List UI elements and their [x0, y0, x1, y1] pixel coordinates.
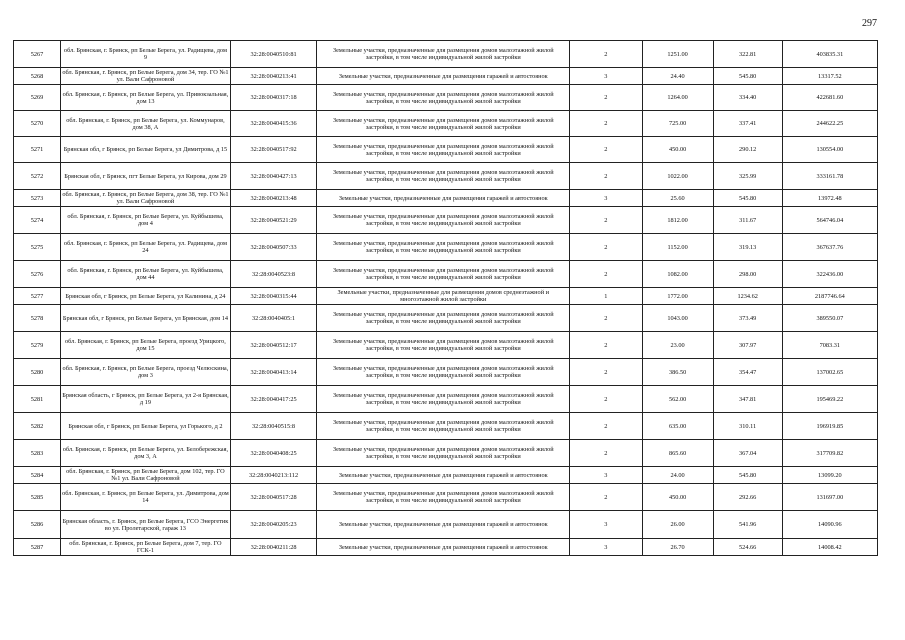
area-cell: 562.00: [642, 386, 713, 413]
area-cell: 1022.00: [642, 163, 713, 190]
table-row: [14, 511, 878, 539]
group-cell: 2: [570, 305, 642, 332]
land-use-cell: Земельные участки, предназначенные для размещения домов малоэтажной жилой застройки, в том числе индивидуальной жилой застройки: [317, 85, 570, 111]
group-cell: 2: [570, 386, 642, 413]
table-row: [14, 85, 878, 111]
address-cell: обл. Брянская, г. Брянск, рп Белые Берега, дом 102, тер. ГО №1 ул. Вали Сафроновой: [61, 467, 231, 484]
cadastral-value-cell: 2187746.64: [782, 288, 877, 305]
address-cell: обл. Брянская, г. Брянск, рп Белые Берега, ул. Радищева, дом 24: [61, 234, 231, 261]
area-cell: 26.70: [642, 539, 713, 556]
group-cell: 2: [570, 440, 642, 467]
cadastral-number-cell: 32:28:0040405:1: [230, 305, 317, 332]
group-cell: 2: [570, 41, 642, 68]
row-number: 5280: [14, 359, 61, 386]
area-cell: 24.00: [642, 467, 713, 484]
cadastral-value-cell: 403835.31: [782, 41, 877, 68]
row-number: 5267: [14, 41, 61, 68]
address-cell: обл. Брянская, г. Брянск, рп Белые Берега, ул. Димитрова, дом 14: [61, 484, 231, 511]
table-row: [14, 41, 878, 68]
area-cell: 1772.00: [642, 288, 713, 305]
table-row: [14, 288, 878, 305]
specific-value-cell: 373.49: [713, 305, 782, 332]
land-use-cell: Земельные участки, предназначенные для размещения гаражей и автостоянок: [317, 68, 570, 85]
cadastral-number-cell: 32:28:0040523:8: [230, 261, 317, 288]
group-cell: 1: [570, 288, 642, 305]
group-cell: 2: [570, 234, 642, 261]
row-number: 5279: [14, 332, 61, 359]
specific-value-cell: 334.40: [713, 85, 782, 111]
specific-value-cell: 541.96: [713, 511, 782, 539]
cadastral-number-cell: 32:28:0040521:29: [230, 207, 317, 234]
cadastral-value-cell: 196919.85: [782, 413, 877, 440]
table-row: [14, 332, 878, 359]
table-row: [14, 413, 878, 440]
address-cell: Брянская обл, г Брянск, рп Белые Берега, ул Калинина, д 24: [61, 288, 231, 305]
group-cell: 3: [570, 190, 642, 207]
row-number: 5276: [14, 261, 61, 288]
specific-value-cell: 337.41: [713, 111, 782, 137]
area-cell: 24.40: [642, 68, 713, 85]
specific-value-cell: 545.80: [713, 190, 782, 207]
cadastral-number-cell: 32:28:0040413:14: [230, 359, 317, 386]
address-cell: Брянская область, г Брянск, рп Белые Берега, ул 2-я Брянская, д 19: [61, 386, 231, 413]
group-cell: 3: [570, 511, 642, 539]
table-row: [14, 137, 878, 163]
land-use-cell: Земельные участки, предназначенные для размещения домов малоэтажной жилой застройки, в том числе индивидуальной жилой застройки: [317, 234, 570, 261]
table-row: [14, 190, 878, 207]
table-row: [14, 261, 878, 288]
specific-value-cell: 310.11: [713, 413, 782, 440]
cadastral-value-cell: 130554.00: [782, 137, 877, 163]
area-cell: 25.60: [642, 190, 713, 207]
cadastral-number-cell: 32:28:0040415:36: [230, 111, 317, 137]
land-use-cell: Земельные участки, предназначенные для размещения домов малоэтажной жилой застройки, в том числе индивидуальной жилой застройки: [317, 261, 570, 288]
land-use-cell: Земельные участки, предназначенные для размещения гаражей и автостоянок: [317, 511, 570, 539]
cadastral-value-cell: 7083.31: [782, 332, 877, 359]
cadastral-value-cell: 13317.52: [782, 68, 877, 85]
cadastral-number-cell: 32:28:0040507:33: [230, 234, 317, 261]
row-number: 5268: [14, 68, 61, 85]
address-cell: обл. Брянская, г. Брянск, рп Белые Берега, дом 38, тер. ГО №1 ул. Вали Сафроновой: [62, 191, 229, 205]
area-cell: 26.00: [642, 511, 713, 539]
land-use-cell: Земельные участки, предназначенные для размещения гаражей и автостоянок: [317, 467, 570, 484]
cadastral-number-cell: 32:28:0040213:48: [230, 190, 317, 207]
cadastral-value-cell: 322436.00: [782, 261, 877, 288]
specific-value-cell: 354.47: [713, 359, 782, 386]
cadastral-value-cell: 14090.96: [782, 511, 877, 539]
specific-value-cell: 524.66: [713, 539, 782, 556]
land-use-cell: Земельные участки, предназначенные для размещения домов малоэтажной жилой застройки, в том числе индивидуальной жилой застройки: [317, 207, 570, 234]
cadastral-number-cell: 32:28:0040317:18: [230, 85, 317, 111]
cadastral-value-cell: 564746.04: [782, 207, 877, 234]
table-row: [14, 207, 878, 234]
specific-value-cell: 322.81: [713, 41, 782, 68]
group-cell: 2: [570, 484, 642, 511]
row-number: 5277: [14, 288, 61, 305]
group-cell: 3: [570, 539, 642, 556]
land-use-cell: Земельные участки, предназначенные для размещения домов малоэтажной жилой застройки, в том числе индивидуальной жилой застройки: [317, 332, 570, 359]
area-cell: 1152.00: [642, 234, 713, 261]
table-row: [14, 234, 878, 261]
cadastral-number-cell: 32:28:0040213:112: [230, 467, 317, 484]
area-cell: 450.00: [642, 484, 713, 511]
table-row: [14, 359, 878, 386]
cadastral-number-cell: 32:28:0040408:25: [230, 440, 317, 467]
cadastral-number-cell: 32:28:0040517:28: [230, 484, 317, 511]
cadastral-value-cell: 137002.65: [782, 359, 877, 386]
group-cell: 3: [570, 467, 642, 484]
land-use-cell: Земельные участки, предназначенные для размещения домов малоэтажной жилой застройки, в том числе индивидуальной жилой застройки: [317, 137, 570, 163]
cadastral-number-cell: 32:28:0040417:25: [230, 386, 317, 413]
cadastral-number-cell: 32:28:0040211:28: [230, 539, 317, 556]
table-row: [14, 163, 878, 190]
row-number: 5286: [14, 511, 61, 539]
table-row: [14, 484, 878, 511]
land-use-cell: Земельные участки, предназначенные для размещения домов малоэтажной жилой застройки, в том числе индивидуальной жилой застройки: [317, 484, 570, 511]
group-cell: 2: [570, 332, 642, 359]
area-cell: 865.60: [642, 440, 713, 467]
address-cell: Брянская обл, г Брянск, рп Белые Берега, ул Брянская, дом 14: [61, 305, 231, 332]
address-cell: обл. Брянская, г. Брянск, рп Белые Берега, проезд Челюскина, дом 3: [61, 359, 231, 386]
address-cell: обл. Брянская, г. Брянск, рп Белые Берега, ул. Привокзальная, дом 13: [61, 85, 231, 111]
cadastral-number-cell: 32:28:0040213:41: [230, 68, 317, 85]
specific-value-cell: 347.81: [713, 386, 782, 413]
group-cell: 2: [570, 163, 642, 190]
address-cell: Брянская область, г. Брянск, рп Белые Берега, ГСО Энергетик во ул. Пролетарской, гараж 13: [61, 511, 231, 539]
land-use-cell: Земельные участки, предназначенные для размещения домов среднеэтажной и многоэтажной жилой застройки: [317, 288, 570, 305]
land-use-cell: Земельные участки, предназначенные для размещения домов малоэтажной жилой застройки, в том числе индивидуальной жилой застройки: [317, 305, 570, 332]
cadastral-value-cell: 13972.48: [782, 190, 877, 207]
specific-value-cell: 311.67: [713, 207, 782, 234]
row-number: 5282: [14, 413, 61, 440]
specific-value-cell: 1234.62: [713, 288, 782, 305]
area-cell: 1082.00: [642, 261, 713, 288]
address-cell: Брянская обл, г Брянск, рп Белые Берега, ул Димитрова, д 15: [61, 137, 231, 163]
land-use-cell: Земельные участки, предназначенные для размещения домов малоэтажной жилой застройки, в том числе индивидуальной жилой застройки: [317, 359, 570, 386]
table-row: [14, 111, 878, 137]
cadastral-value-cell: 333161.78: [782, 163, 877, 190]
cadastral-value-table: [13, 40, 878, 556]
area-cell: 450.00: [642, 137, 713, 163]
address-cell: Брянская обл, г Брянск, рп Белые Берега, ул Горького, д 2: [61, 413, 231, 440]
address-cell: обл. Брянская, г. Брянск, рп Белые Берега, проезд Урицкого, дом 15: [61, 332, 231, 359]
area-cell: 386.50: [642, 359, 713, 386]
row-number: 5283: [14, 440, 61, 467]
row-number: 5274: [14, 207, 61, 234]
land-use-cell: Земельные участки, предназначенные для размещения домов малоэтажной жилой застройки, в том числе индивидуальной жилой застройки: [317, 41, 570, 68]
cadastral-number-cell: 32:28:0040427:13: [230, 163, 317, 190]
land-use-cell: Земельные участки, предназначенные для размещения гаражей и автостоянок: [317, 539, 570, 556]
table-row: [14, 68, 878, 85]
address-cell: обл. Брянская, г. Брянск, рп Белые Берега, ул. Куйбышева, дом 4: [61, 207, 231, 234]
group-cell: 3: [570, 68, 642, 85]
area-cell: 1251.00: [642, 41, 713, 68]
cadastral-number-cell: 32:28:0040515:8: [230, 413, 317, 440]
address-cell: обл. Брянская, г. Брянск, рп Белые Берега, ул. Коммунаров, дом 38, А: [61, 111, 231, 137]
cadastral-value-cell: 13099.20: [782, 467, 877, 484]
area-cell: 1812.00: [642, 207, 713, 234]
table-row: [14, 467, 878, 484]
specific-value-cell: 307.97: [713, 332, 782, 359]
address-cell: обл. Брянская, г. Брянск, рп Белые Берега, ул. Белобережская, дом 3, А: [61, 440, 231, 467]
area-cell: 1264.00: [642, 85, 713, 111]
row-number: 5284: [14, 467, 61, 484]
area-cell: 1043.00: [642, 305, 713, 332]
row-number: 5270: [14, 111, 61, 137]
specific-value-cell: 545.80: [713, 467, 782, 484]
row-number: 5287: [14, 539, 61, 556]
specific-value-cell: 298.00: [713, 261, 782, 288]
cadastral-value-cell: 317709.82: [782, 440, 877, 467]
table-row: [14, 440, 878, 467]
row-number: 5281: [14, 386, 61, 413]
row-number: 5271: [14, 137, 61, 163]
cadastral-value-cell: 367637.76: [782, 234, 877, 261]
land-use-cell: Земельные участки, предназначенные для размещения домов малоэтажной жилой застройки, в том числе индивидуальной жилой застройки: [317, 163, 570, 190]
table-row: [14, 539, 878, 556]
area-cell: 23.00: [642, 332, 713, 359]
specific-value-cell: 325.99: [713, 163, 782, 190]
cadastral-number-cell: 32:28:0040517:92: [230, 137, 317, 163]
cadastral-value-cell: 244622.25: [782, 111, 877, 137]
specific-value-cell: 319.13: [713, 234, 782, 261]
table-row: [14, 305, 878, 332]
cadastral-value-cell: 14008.42: [782, 539, 877, 556]
cadastral-number-cell: 32:28:0040510:81: [230, 41, 317, 68]
page-number: 297: [862, 18, 877, 29]
cadastral-value-cell: 131697.00: [782, 484, 877, 511]
cadastral-value-cell: 422681.60: [782, 85, 877, 111]
group-cell: 2: [570, 261, 642, 288]
address-cell: обл. Брянская, г. Брянск, рп Белые Берега, ул. Радищева, дом 9: [61, 41, 231, 68]
row-number: 5275: [14, 234, 61, 261]
row-number: 5285: [14, 484, 61, 511]
row-number: 5273: [14, 190, 61, 207]
address-cell: Брянская обл, г Брянск, пгт Белые Берега, ул Кирова, дом 29: [61, 163, 231, 190]
address-cell: обл. Брянская, г. Брянск, рп Белые Берега, дом 7, тер. ГО ГСК-1: [61, 539, 231, 556]
group-cell: 2: [570, 207, 642, 234]
specific-value-cell: 367.04: [713, 440, 782, 467]
address-cell: обл. Брянская, г. Брянск, рп Белые Берега, дом 34, тер. ГО №1 ул. Вали Сафроновой: [62, 69, 229, 83]
specific-value-cell: 292.66: [713, 484, 782, 511]
row-number: 5278: [14, 305, 61, 332]
land-use-cell: Земельные участки, предназначенные для размещения домов малоэтажной жилой застройки, в том числе индивидуальной жилой застройки: [317, 413, 570, 440]
land-use-cell: Земельные участки, предназначенные для размещения домов малоэтажной жилой застройки, в том числе индивидуальной жилой застройки: [317, 111, 570, 137]
specific-value-cell: 290.12: [713, 137, 782, 163]
cadastral-value-cell: 195469.22: [782, 386, 877, 413]
area-cell: 635.00: [642, 413, 713, 440]
group-cell: 2: [570, 111, 642, 137]
row-number: 5269: [14, 85, 61, 111]
group-cell: 2: [570, 137, 642, 163]
specific-value-cell: 545.80: [713, 68, 782, 85]
land-use-cell: Земельные участки, предназначенные для размещения домов малоэтажной жилой застройки, в том числе индивидуальной жилой застройки: [317, 440, 570, 467]
area-cell: 725.00: [642, 111, 713, 137]
cadastral-value-cell: 389550.07: [782, 305, 877, 332]
cadastral-number-cell: 32:28:0040315:44: [230, 288, 317, 305]
cadastral-number-cell: 32:28:0040205:23: [230, 511, 317, 539]
group-cell: 2: [570, 85, 642, 111]
group-cell: 2: [570, 413, 642, 440]
table-row: [14, 386, 878, 413]
group-cell: 2: [570, 359, 642, 386]
row-number: 5272: [14, 163, 61, 190]
address-cell: обл. Брянская, г. Брянск, рп Белые Берега, ул. Куйбышева, дом 44: [61, 261, 231, 288]
land-use-cell: Земельные участки, предназначенные для размещения домов малоэтажной жилой застройки, в том числе индивидуальной жилой застройки: [317, 386, 570, 413]
land-use-cell: Земельные участки, предназначенные для размещения гаражей и автостоянок: [317, 190, 570, 207]
cadastral-number-cell: 32:28:0040512:17: [230, 332, 317, 359]
